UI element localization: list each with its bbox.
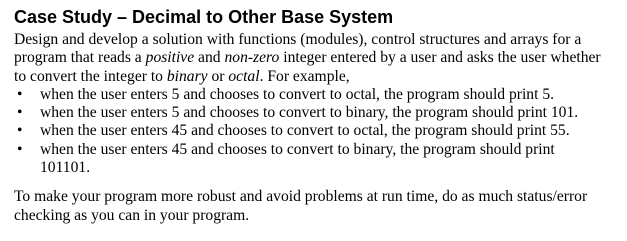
intro-line-2	[14, 49, 619, 67]
intro-text: to convert the integer to	[14, 67, 167, 85]
positive-emphasis: positive	[145, 49, 195, 67]
closing-line-1: To make your program more robust and avoid problems at run time, do as much status/error	[14, 188, 588, 206]
bullet-icon: •	[17, 122, 23, 140]
intro-text: and	[194, 49, 225, 67]
closing-line-2: checking as you can in your program.	[14, 206, 250, 224]
list-item	[14, 122, 619, 140]
list-item	[14, 86, 619, 104]
example-text: when the user enters 45 and chooses to convert to octal, the program should print 55.	[40, 122, 570, 140]
non-zero-emphasis: non-zero	[224, 49, 280, 67]
document	[14, 6, 619, 225]
closing-paragraph	[14, 188, 619, 225]
intro-text: integer entered by a user and asks the user whether	[279, 49, 601, 67]
list-item	[14, 141, 619, 178]
intro-text: program that reads a	[14, 49, 146, 67]
intro-line-1: Design and develop a solution with functions (modules), control structures and arrays for a	[14, 31, 582, 48]
binary-emphasis: binary	[166, 67, 208, 85]
example-text: when the user enters 45 and chooses to convert to binary, the program should print	[40, 140, 555, 158]
example-text: when the user enters 5 and chooses to convert to octal, the program should print 5.	[40, 85, 555, 103]
intro-line-3	[14, 68, 619, 86]
octal-emphasis: octal	[228, 67, 260, 85]
example-text-continued: 101101.	[40, 159, 91, 177]
examples-list	[14, 86, 619, 177]
bullet-icon: •	[17, 104, 23, 122]
intro-text: or	[207, 67, 229, 85]
case-study-title: Case Study – Decimal to Other Base System	[14, 7, 394, 27]
intro-text: . For example,	[259, 67, 350, 85]
bullet-icon: •	[17, 140, 23, 158]
bullet-icon: •	[17, 85, 23, 103]
intro-paragraph	[14, 31, 619, 86]
example-text: when the user enters 5 and chooses to convert to binary, the program should print 101.	[40, 104, 579, 122]
list-item	[14, 104, 619, 122]
